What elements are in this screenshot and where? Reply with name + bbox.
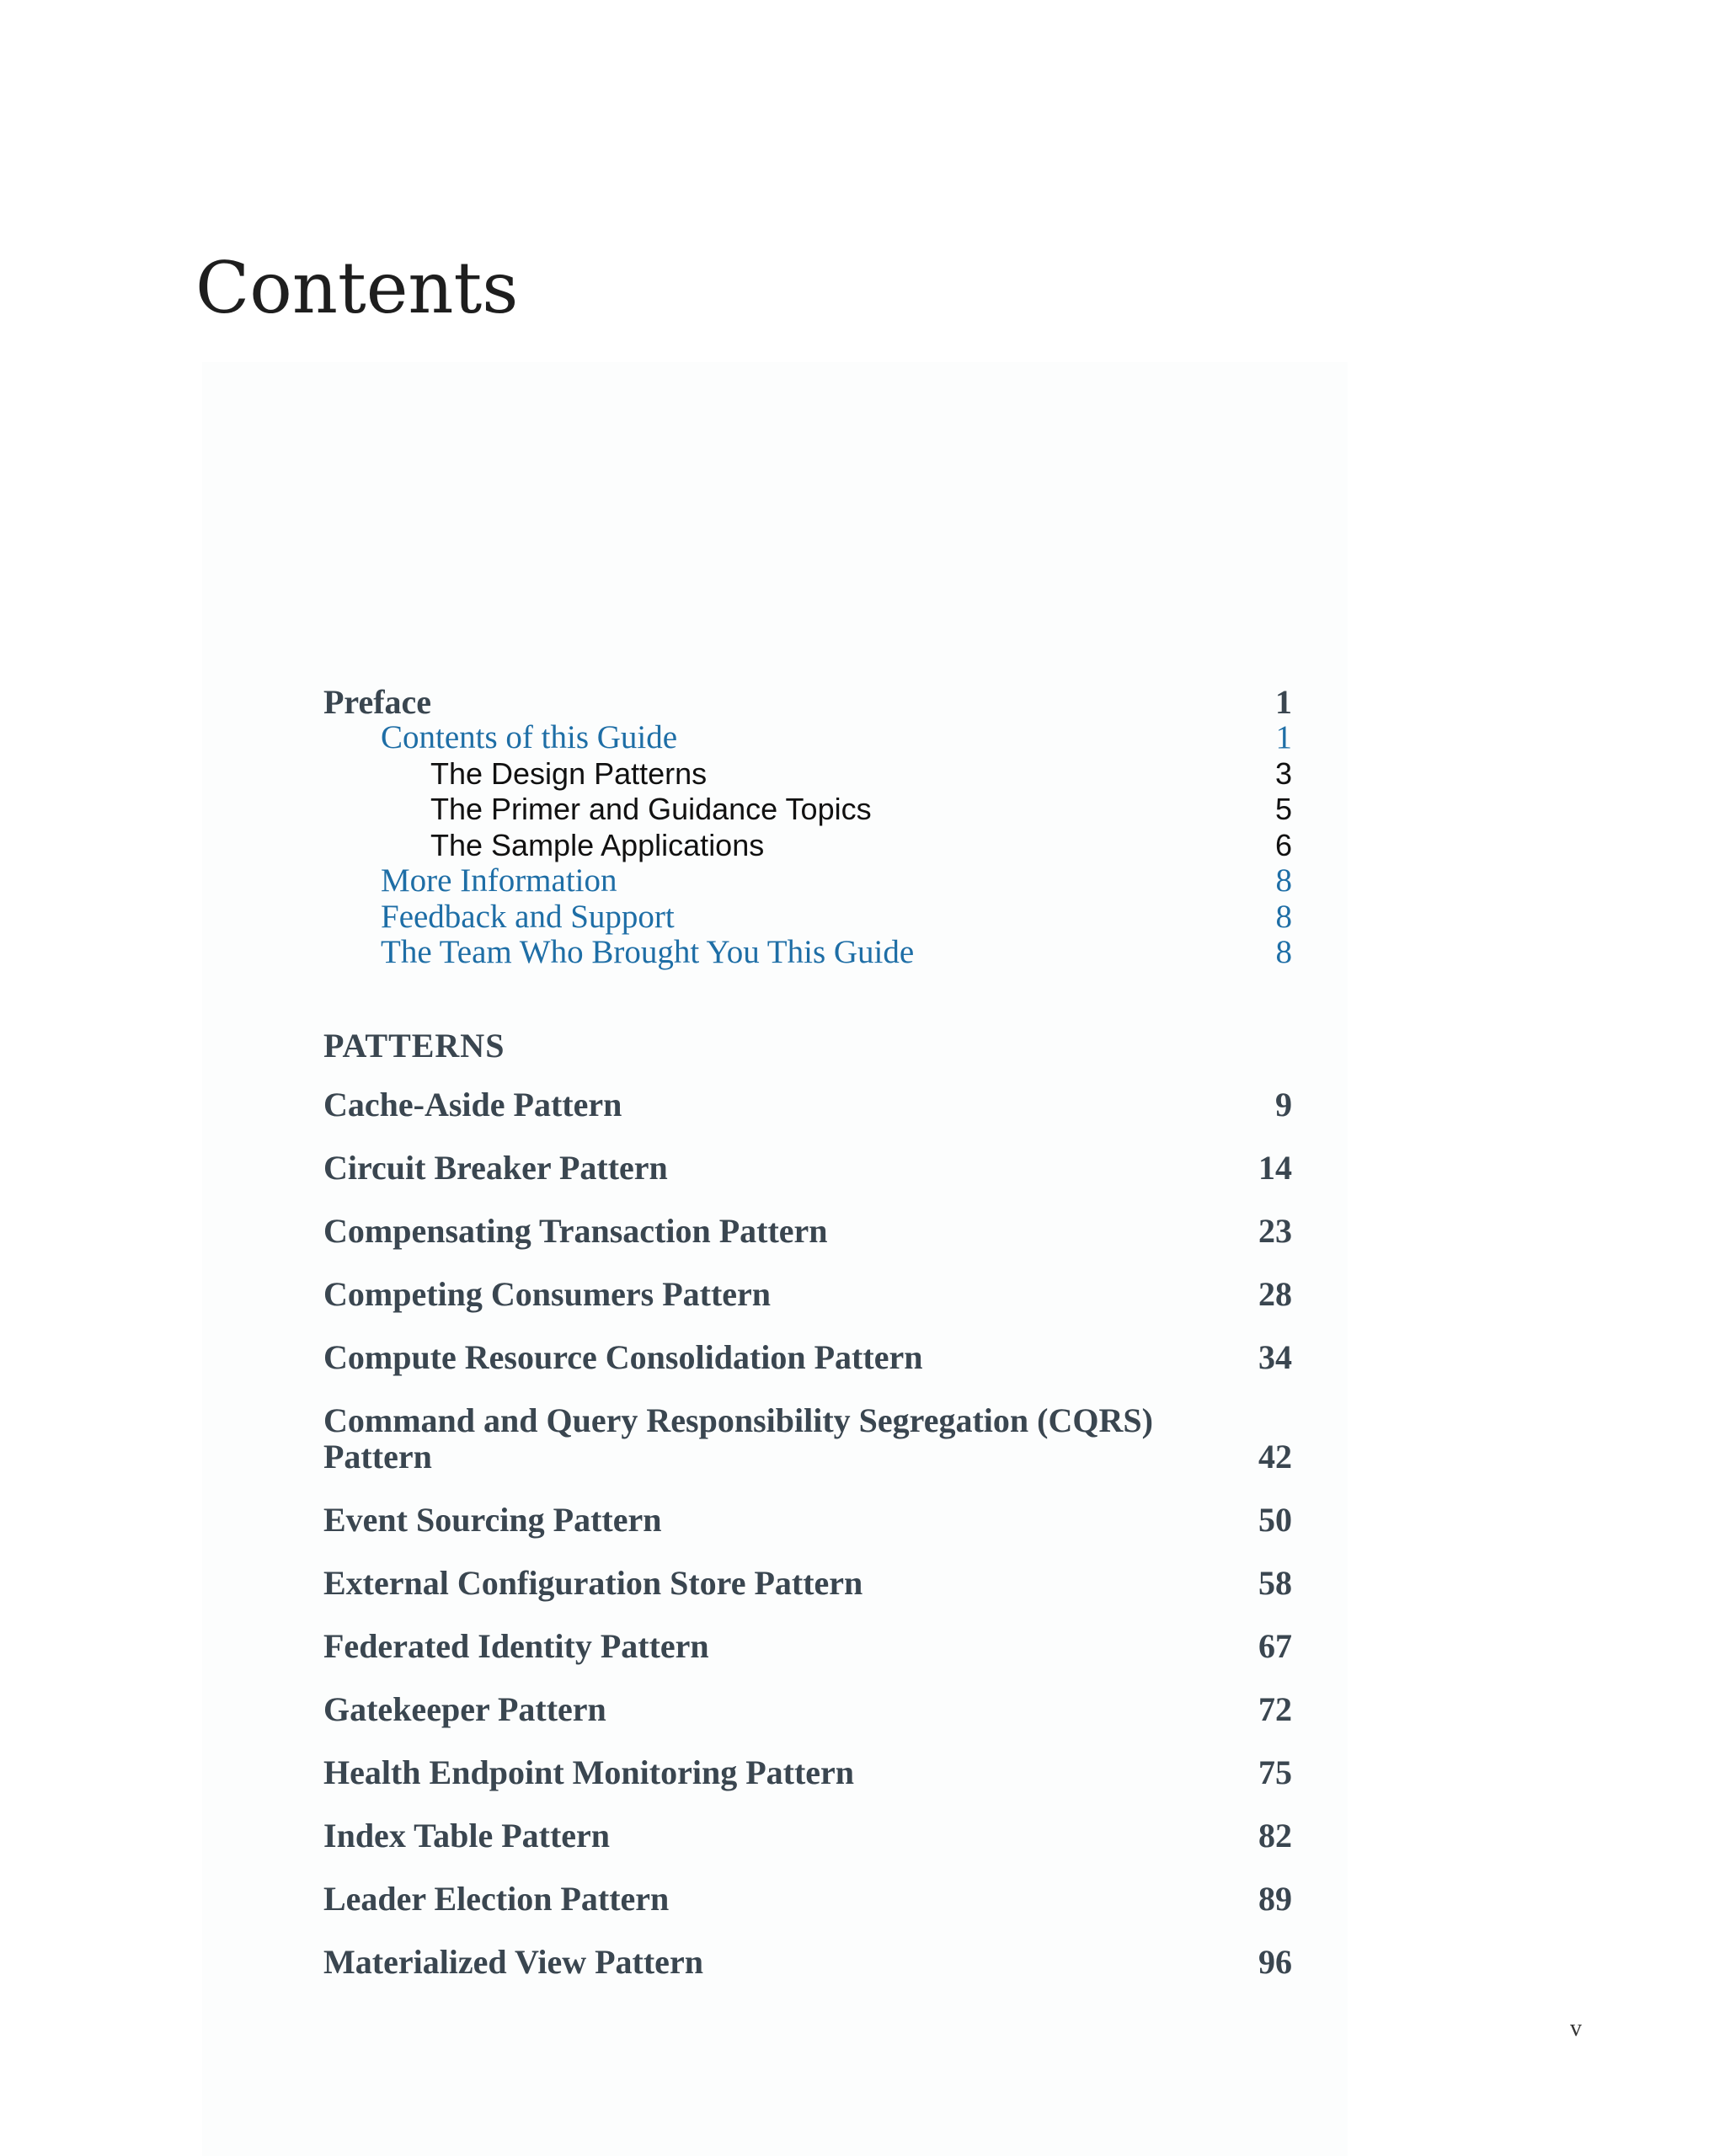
toc-entry-label: Federated Identity Pattern <box>323 1626 709 1665</box>
toc-entry-label: Gatekeeper Pattern <box>323 1689 606 1728</box>
toc-entry-label: Preface <box>323 683 432 721</box>
toc-page-number: 89 <box>1258 1879 1292 1918</box>
toc-entry-label: Leader Election Pattern <box>323 1879 670 1918</box>
toc-entry-label: Feedback and Support <box>381 898 675 935</box>
toc-page-number: 50 <box>1258 1500 1292 1539</box>
table-of-contents <box>323 684 1292 2007</box>
toc-entry-label: The Primer and Guidance Topics <box>430 792 872 826</box>
toc-page-number: 28 <box>1258 1274 1292 1313</box>
page-title: Contents <box>195 247 519 329</box>
toc-entry-label: The Design Patterns <box>430 755 708 791</box>
toc-entry-label: Circuit Breaker Pattern <box>323 1148 668 1187</box>
toc-entry-label: Contents of this Guide <box>381 719 678 755</box>
toc-page-number: 58 <box>1258 1563 1292 1602</box>
toc-entry-preface[interactable] <box>323 684 1292 720</box>
toc-page-number: 3 <box>1274 755 1292 791</box>
toc-entry-federated-identity[interactable] <box>323 1628 1292 1664</box>
toc-entry-label: More Information <box>381 862 617 899</box>
toc-page-number: 14 <box>1258 1148 1292 1187</box>
toc-entry-more-information[interactable] <box>323 863 1292 899</box>
toc-page-number: 8 <box>1275 862 1292 899</box>
toc-entry-event-sourcing[interactable] <box>323 1502 1292 1538</box>
toc-entry-label: Compensating Transaction Pattern <box>323 1211 828 1250</box>
toc-entry-external-configuration-store[interactable] <box>323 1565 1292 1601</box>
toc-entry-gatekeeper[interactable] <box>323 1691 1292 1727</box>
toc-page-number: 1 <box>1275 719 1292 755</box>
toc-entry-feedback-and-support[interactable] <box>323 899 1292 936</box>
toc-page-number: 6 <box>1274 827 1292 862</box>
toc-page-number: 75 <box>1258 1753 1292 1791</box>
toc-entry-compensating-transaction[interactable] <box>323 1213 1292 1249</box>
toc-entry-primer-and-guidance-topics[interactable] <box>323 792 1292 828</box>
toc-entry-competing-consumers[interactable] <box>323 1276 1292 1312</box>
toc-entry-cqrs[interactable] <box>323 1402 1292 1475</box>
toc-entry-sample-applications[interactable] <box>323 828 1292 864</box>
toc-entry-health-endpoint-monitoring[interactable] <box>323 1754 1292 1790</box>
toc-entry-label: External Configuration Store Pattern <box>323 1563 863 1602</box>
toc-entry-circuit-breaker[interactable] <box>323 1150 1292 1186</box>
toc-entry-label: Compute Resource Consolidation Pattern <box>323 1337 923 1376</box>
toc-page-number: 5 <box>1274 792 1292 826</box>
toc-entry-label: The Team Who Brought You This Guide <box>381 934 915 970</box>
toc-page-number: 96 <box>1258 1942 1292 1981</box>
toc-entry-label: Index Table Pattern <box>323 1816 611 1854</box>
toc-page-number: 67 <box>1258 1626 1292 1665</box>
toc-page-number: 1 <box>1275 683 1292 721</box>
toc-entry-materialized-view[interactable] <box>323 1944 1292 1980</box>
section-heading-patterns: PATTERNS <box>323 1026 505 1065</box>
toc-page-number: 8 <box>1275 898 1292 935</box>
toc-entry-the-team[interactable] <box>323 935 1292 971</box>
toc-page-number: 42 <box>1258 1437 1292 1476</box>
toc-entry-label: Command and Query Responsibility Segregation (CQRS) Pattern <box>323 1401 1153 1476</box>
toc-page-number: 34 <box>1258 1337 1292 1376</box>
toc-page-number: 23 <box>1258 1211 1292 1250</box>
toc-entry-label: Health Endpoint Monitoring Pattern <box>323 1753 855 1791</box>
toc-entry-index-table[interactable] <box>323 1817 1292 1854</box>
toc-entry-contents-of-this-guide[interactable] <box>323 720 1292 756</box>
toc-entry-label: Cache-Aside Pattern <box>323 1085 622 1123</box>
toc-entry-compute-resource-consolidation[interactable] <box>323 1339 1292 1375</box>
toc-page-number: 72 <box>1258 1689 1292 1728</box>
toc-entry-label: Materialized View Pattern <box>323 1942 703 1981</box>
toc-entry-label: Competing Consumers Pattern <box>323 1274 772 1313</box>
patterns-list <box>323 1086 1292 1980</box>
toc-page-number: 9 <box>1275 1085 1292 1123</box>
toc-entry-label: Event Sourcing Pattern <box>323 1500 662 1539</box>
toc-entry-label: The Sample Applications <box>430 827 765 862</box>
toc-entry-cache-aside[interactable] <box>323 1086 1292 1123</box>
toc-page-number: 82 <box>1258 1816 1292 1854</box>
toc-entry-leader-election[interactable] <box>323 1881 1292 1917</box>
toc-entry-the-design-patterns[interactable] <box>323 756 1292 792</box>
toc-page-number: 8 <box>1275 934 1292 970</box>
page-folio: v <box>1570 2015 1582 2041</box>
